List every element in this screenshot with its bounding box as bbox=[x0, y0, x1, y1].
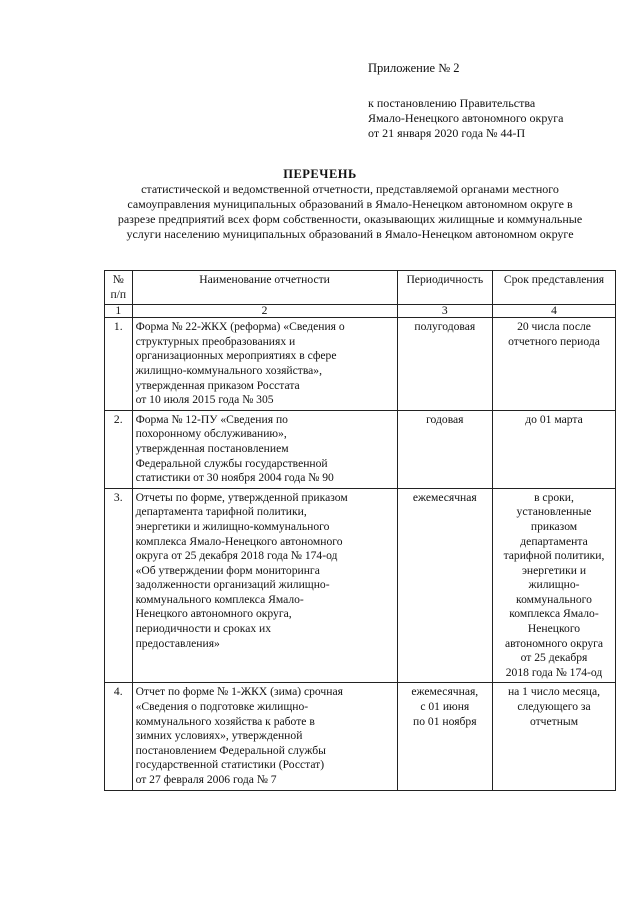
row-number: 1. bbox=[105, 318, 133, 411]
report-deadline-line: установленные bbox=[516, 505, 592, 519]
report-name-line: от 10 июля 2015 года № 305 bbox=[135, 393, 274, 407]
resolution-line: Ямало-Ненецкого автономного округа bbox=[368, 111, 564, 125]
table-row bbox=[105, 318, 616, 411]
report-name-line: от 27 февраля 2006 года № 7 bbox=[135, 773, 277, 786]
column-number: 4 bbox=[493, 305, 616, 318]
report-name-line: Отчет по форме № 1-ЖКХ (зима) срочная bbox=[135, 685, 343, 699]
report-name-line: «Об утверждении форм мониторинга bbox=[135, 563, 320, 577]
resolution-line: к постановлению Правительства bbox=[368, 96, 536, 110]
subtitle-line: статистической и ведомственной отчетности, представляемой органами местного bbox=[141, 182, 559, 196]
report-deadline bbox=[493, 410, 616, 488]
report-name bbox=[132, 410, 397, 488]
header-period: Периодичность bbox=[397, 271, 492, 305]
report-periodicity-line: полугодовая bbox=[414, 320, 476, 334]
column-number: 2 bbox=[132, 305, 397, 318]
report-deadline-line: энергетики и bbox=[521, 563, 587, 577]
report-periodicity bbox=[397, 683, 492, 790]
report-name-line: Ненецкого автономного округа, bbox=[135, 607, 292, 621]
report-deadline-line: до 01 марта bbox=[525, 412, 583, 426]
report-name-line: коммунального хозяйства к работе в bbox=[135, 714, 315, 728]
report-deadline-line: автономного округа bbox=[504, 636, 604, 650]
report-name bbox=[132, 683, 397, 790]
subtitle-line: услуги населению муниципальных образований в Ямало-Ненецком автономном округе bbox=[126, 227, 574, 241]
report-name-line: Отчеты по форме, утвержденной приказом bbox=[135, 490, 348, 504]
report-name-line: зимних условиях», утвержденной bbox=[135, 729, 303, 743]
report-deadline-line: жилищно- bbox=[528, 578, 580, 592]
row-number: 3. bbox=[105, 488, 133, 683]
report-deadline-line: от 25 декабря bbox=[520, 651, 588, 665]
header-term: Срок представления bbox=[493, 271, 616, 305]
report-name-line: похоронному обслуживанию», bbox=[135, 427, 287, 441]
column-number: 1 bbox=[105, 305, 133, 318]
report-name-line: департамента тарифной политики, bbox=[135, 505, 307, 519]
report-periodicity-line: годовая bbox=[426, 412, 464, 426]
report-deadline-line: отчетным bbox=[529, 714, 579, 728]
report-deadline-line: тарифной политики, bbox=[503, 549, 605, 563]
report-deadline-line: Ненецкого bbox=[527, 622, 581, 636]
table-row bbox=[105, 410, 616, 488]
report-name bbox=[132, 318, 397, 411]
report-deadline-line: в сроки, bbox=[534, 490, 574, 504]
report-name-line: Федеральной службы государственной bbox=[135, 456, 328, 470]
report-periodicity-line: ежемесячная, bbox=[411, 685, 479, 699]
report-name-line: округа от 25 декабря 2018 года № 174-од bbox=[135, 549, 338, 563]
report-deadline bbox=[493, 683, 616, 790]
subtitle-line: разрезе предприятий всех форм собственности, оказывающих жилищные и коммунальные bbox=[117, 212, 583, 226]
column-number-row bbox=[105, 305, 616, 318]
report-periodicity bbox=[397, 318, 492, 411]
report-name-line: Форма № 12-ПУ «Сведения по bbox=[135, 412, 288, 426]
report-deadline-line: отчетного периода bbox=[508, 334, 600, 348]
table-body bbox=[105, 318, 616, 790]
report-name-line: жилищно-коммунального хозяйства», bbox=[135, 363, 322, 377]
report-name-line: коммунального комплекса Ямало- bbox=[135, 592, 304, 606]
column-number: 3 bbox=[397, 305, 492, 318]
document-subtitle bbox=[100, 182, 600, 242]
row-number: 4. bbox=[105, 683, 133, 790]
table-row bbox=[105, 683, 616, 790]
report-periodicity bbox=[397, 410, 492, 488]
report-deadline-line: приказом bbox=[530, 519, 578, 533]
resolution-reference bbox=[368, 96, 563, 141]
report-deadline bbox=[493, 488, 616, 683]
report-name-line: статистики от 30 ноября 2004 года № 90 bbox=[135, 471, 334, 485]
report-name-line: периодичности и сроках их bbox=[135, 622, 272, 636]
report-name-line: комплекса Ямало-Ненецкого автономного bbox=[135, 534, 343, 548]
table-header-row bbox=[105, 271, 616, 305]
report-deadline-line: 20 числа после bbox=[517, 320, 591, 334]
resolution-line: от 21 января 2020 года № 44-П bbox=[368, 126, 526, 140]
table-row bbox=[105, 488, 616, 683]
report-name-line: Форма № 22-ЖКХ (реформа) «Сведения о bbox=[135, 320, 345, 334]
report-deadline-line: 2018 года № 174-од bbox=[505, 665, 603, 679]
report-periodicity-line: ежемесячная bbox=[412, 490, 477, 504]
report-deadline-line: комплекса Ямало- bbox=[509, 607, 599, 621]
header-name: Наименование отчетности bbox=[132, 271, 397, 305]
appendix-label: Приложение № 2 bbox=[368, 61, 460, 75]
header-num-line: № bbox=[112, 273, 124, 286]
report-name-line: организационных мероприятиях в сфере bbox=[135, 349, 337, 363]
reports-table bbox=[104, 270, 616, 791]
report-name-line: утвержденная приказом Росстата bbox=[135, 378, 300, 392]
report-name-line: утвержденная постановлением bbox=[135, 441, 289, 455]
header-num-line: п/п bbox=[110, 287, 127, 301]
row-number: 2. bbox=[105, 410, 133, 488]
header-num bbox=[105, 271, 133, 305]
report-name-line: предоставления» bbox=[135, 636, 220, 650]
report-name-line: постановлением Федеральной службы bbox=[135, 743, 326, 757]
report-deadline-line: коммунального bbox=[516, 592, 592, 606]
report-name-line: структурных преобразованиях и bbox=[135, 334, 296, 348]
report-periodicity-line: с 01 июня bbox=[420, 700, 470, 714]
report-deadline-line: на 1 число месяца, bbox=[507, 685, 601, 699]
report-name-line: государственной статистики (Росстат) bbox=[135, 758, 325, 772]
report-deadline-line: следующего за bbox=[517, 700, 591, 714]
document-title: ПЕРЕЧЕНЬ bbox=[283, 167, 357, 181]
subtitle-line: самоуправления муниципальных образований в Ямало-Ненецком автономном округе в bbox=[127, 197, 573, 211]
report-name-line: «Сведения о подготовке жилищно- bbox=[135, 700, 309, 714]
report-name bbox=[132, 488, 397, 683]
report-name-line: энергетики и жилищно-коммунального bbox=[135, 519, 330, 533]
report-periodicity-line: по 01 ноября bbox=[413, 714, 477, 728]
report-name-line: задолженности организаций жилищно- bbox=[135, 578, 330, 592]
report-deadline-line: департамента bbox=[520, 534, 588, 548]
report-deadline bbox=[493, 318, 616, 411]
report-periodicity bbox=[397, 488, 492, 683]
